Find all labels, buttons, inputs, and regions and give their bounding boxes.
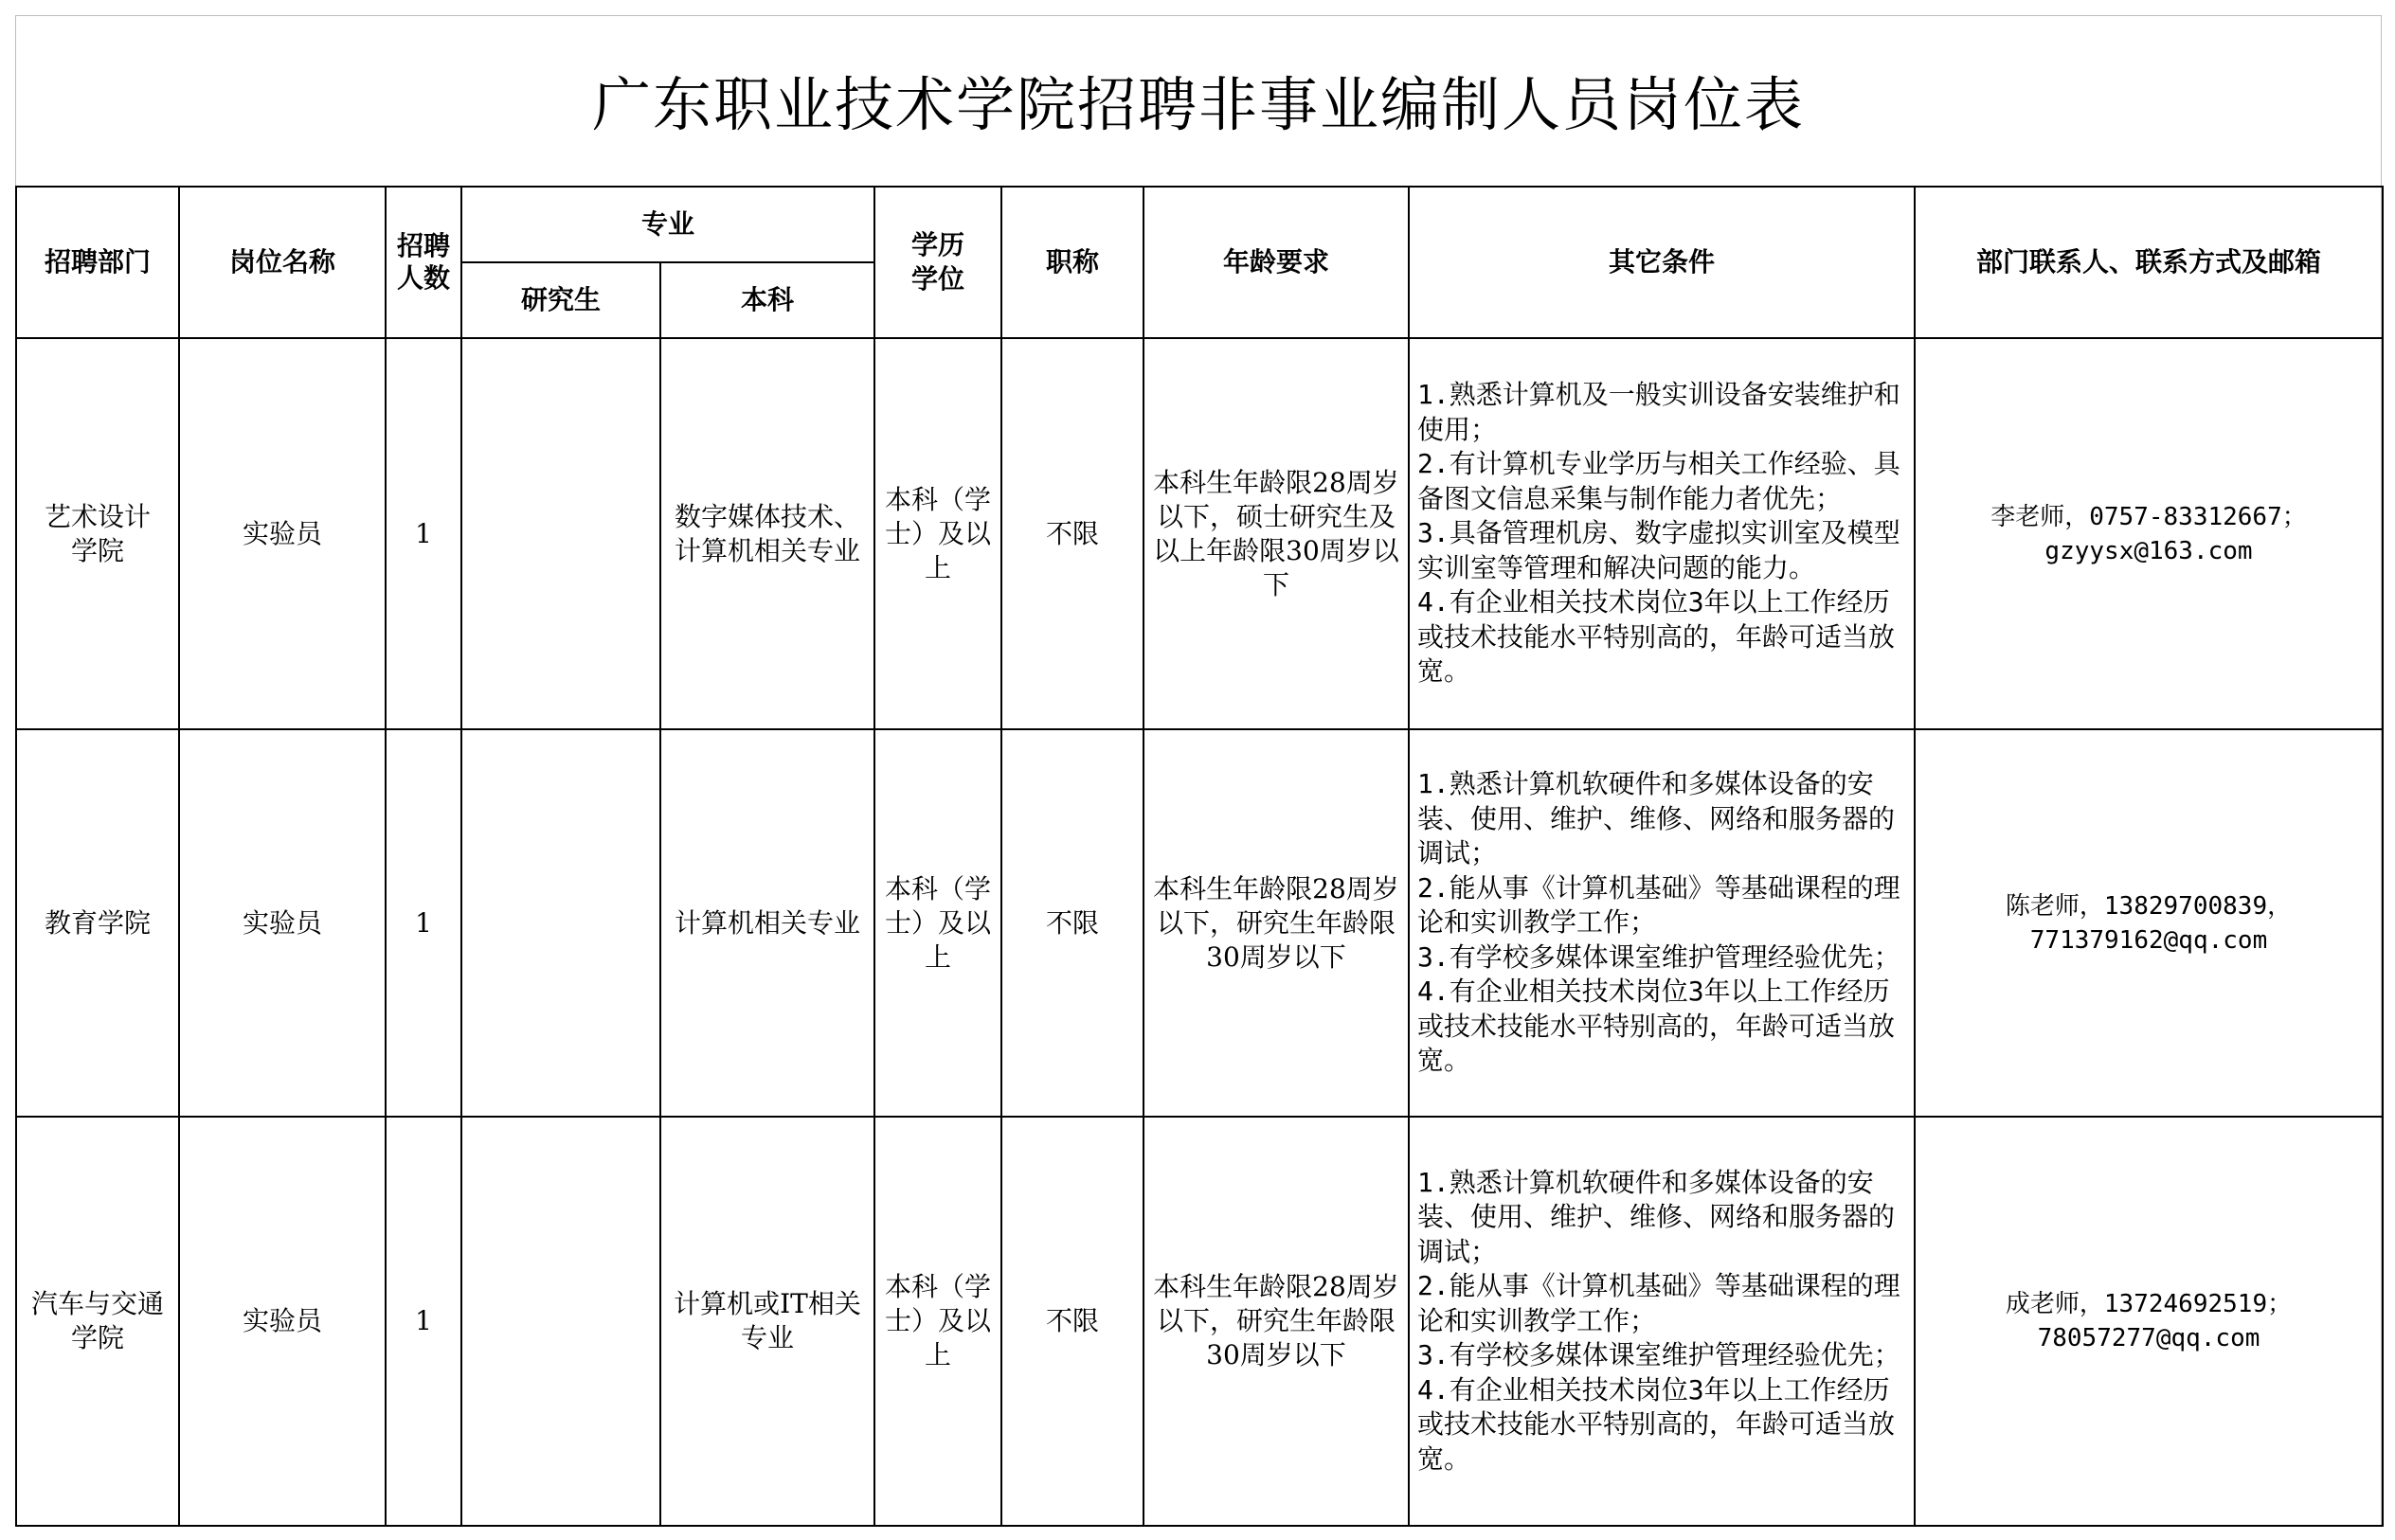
- header-count: [386, 187, 461, 338]
- education-cell: [874, 729, 1001, 1117]
- header-education-label: 学历学位: [910, 229, 964, 295]
- age-text: 本科生年龄限28周岁以下，硕士研究生及以上年龄限30周岁以下: [1153, 466, 1399, 600]
- department-text: 艺术设计学院: [44, 500, 151, 566]
- major-undergrad-text: 数字媒体技术、计算机相关专业: [674, 500, 860, 566]
- title-rank-cell: 不限: [1001, 338, 1143, 729]
- education-text: 本科（学士）及以上: [884, 1271, 991, 1370]
- contact-name-phone: 成老师，13724692519；: [2005, 1290, 2293, 1318]
- header-age: 年龄要求: [1143, 187, 1409, 338]
- contact-cell: [1915, 1117, 2383, 1526]
- major-undergrad-cell: [660, 729, 874, 1117]
- condition-item: 2.有计算机专业学历与相关工作经验、具备图文信息采集与制作能力者优先；: [1417, 448, 1900, 514]
- condition-item: 1.熟悉计算机软硬件和多媒体设备的安装、使用、维护、维修、网络和服务器的调试；: [1417, 768, 1896, 869]
- condition-item: 3.有学校多媒体课室维护管理经验优先；: [1417, 940, 1900, 973]
- position-cell: 实验员: [179, 729, 386, 1117]
- recruitment-table: [15, 186, 2384, 1527]
- major-undergrad-cell: [660, 338, 874, 729]
- header-major: 专业: [461, 187, 874, 262]
- age-cell: [1143, 1117, 1409, 1526]
- title-rank-cell: 不限: [1001, 729, 1143, 1117]
- header-major-postgrad: 研究生: [461, 262, 660, 338]
- age-text: 本科生年龄限28周岁以下，研究生年龄限30周岁以下: [1153, 1271, 1399, 1370]
- contact-email: 771379162@qq.com: [2029, 925, 2268, 955]
- header-row: [16, 187, 2383, 262]
- condition-item: 2.能从事《计算机基础》等基础课程的理论和实训教学工作；: [1417, 871, 1900, 939]
- table-row: [16, 1117, 2383, 1526]
- contact-cell: [1915, 338, 2383, 729]
- major-postgrad-cell: [461, 1117, 660, 1526]
- position-cell: 实验员: [179, 338, 386, 729]
- count-cell: 1: [386, 1117, 461, 1526]
- department-text: 教育学院: [44, 906, 151, 939]
- header-title-rank: 职称: [1001, 187, 1143, 338]
- header-department: 招聘部门: [16, 187, 179, 338]
- major-undergrad-text: 计算机相关专业: [674, 906, 860, 939]
- contact-name-phone: 李老师，0757-83312667；: [1990, 502, 2307, 531]
- condition-item: 1.熟悉计算机软硬件和多媒体设备的安装、使用、维护、维修、网络和服务器的调试；: [1417, 1166, 1896, 1267]
- header-other: 其它条件: [1409, 187, 1915, 338]
- education-text: 本科（学士）及以上: [884, 872, 991, 973]
- major-undergrad-text: 计算机或IT相关专业: [674, 1288, 861, 1353]
- other-conditions-cell: [1409, 729, 1915, 1117]
- contact-name-phone: 陈老师，13829700839，: [2005, 891, 2293, 921]
- education-cell: [874, 1117, 1001, 1526]
- department-text: 汽车与交通学院: [30, 1288, 164, 1353]
- title-rank-cell: 不限: [1001, 1117, 1143, 1526]
- contact-email: gzyysx@163.com: [2044, 536, 2253, 565]
- condition-item: 3.有学校多媒体课室维护管理经验优先；: [1417, 1339, 1900, 1371]
- header-education: [874, 187, 1001, 338]
- major-postgrad-cell: [461, 729, 660, 1117]
- count-cell: 1: [386, 729, 461, 1117]
- education-text: 本科（学士）及以上: [884, 483, 991, 583]
- age-cell: [1143, 729, 1409, 1117]
- contact-cell: [1915, 729, 2383, 1117]
- condition-item: 4.有企业相关技术岗位3年以上工作经历或技术技能水平特别高的，年龄可适当放宽。: [1417, 1373, 1896, 1475]
- page-title: 广东职业技术学院招聘非事业编制人员岗位表: [591, 69, 1805, 139]
- contact-email: 78057277@qq.com: [2037, 1324, 2260, 1352]
- header-major-undergrad: 本科: [660, 262, 874, 338]
- position-cell: 实验员: [179, 1117, 386, 1526]
- age-cell: [1143, 338, 1409, 729]
- header-position: 岗位名称: [179, 187, 386, 338]
- department-cell: [16, 1117, 179, 1526]
- major-undergrad-cell: [660, 1117, 874, 1526]
- header-count-label: 招聘人数: [396, 230, 450, 294]
- condition-item: 2.能从事《计算机基础》等基础课程的理论和实训教学工作；: [1417, 1270, 1900, 1336]
- education-cell: [874, 338, 1001, 729]
- count-cell: 1: [386, 338, 461, 729]
- condition-item: 3.具备管理机房、数字虚拟实训室及模型实训室等管理和解决问题的能力。: [1417, 517, 1900, 583]
- condition-item: 4.有企业相关技术岗位3年以上工作经历或技术技能水平特别高的，年龄可适当放宽。: [1417, 976, 1896, 1077]
- department-cell: [16, 338, 179, 729]
- major-postgrad-cell: [461, 338, 660, 729]
- other-conditions-cell: [1409, 1117, 1915, 1526]
- age-text: 本科生年龄限28周岁以下，研究生年龄限30周岁以下: [1153, 872, 1399, 973]
- header-contact: 部门联系人、联系方式及邮箱: [1915, 187, 2383, 338]
- table-row: [16, 729, 2383, 1117]
- department-cell: [16, 729, 179, 1117]
- other-conditions-cell: [1409, 338, 1915, 729]
- condition-item: 4.有企业相关技术岗位3年以上工作经历或技术技能水平特别高的，年龄可适当放宽。: [1417, 586, 1896, 688]
- condition-item: 1.熟悉计算机及一般实训设备安装维护和使用；: [1417, 379, 1900, 445]
- table-row: [16, 338, 2383, 729]
